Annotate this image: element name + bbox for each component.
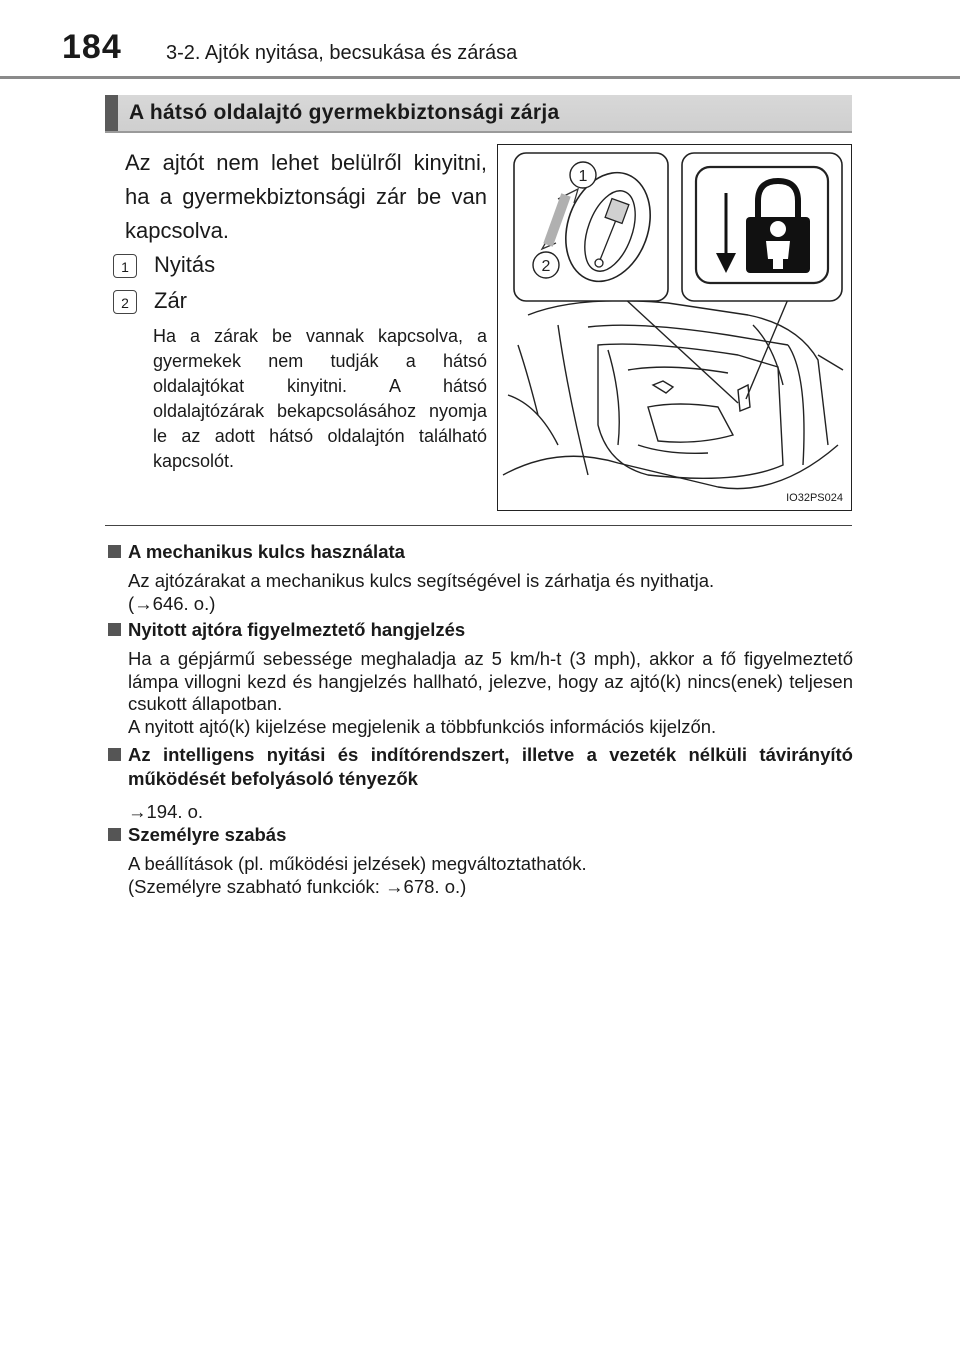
running-head: 3-2. Ajtók nyitása, becsukása és zárása [166,42,518,64]
note-line: (Személyre szabható funkciók: →678. o.) [128,875,467,897]
note-heading [108,618,853,642]
note-body [108,648,853,738]
lock-note: Ha a zárak be vannak kapcsolva, a gyermekek nem tudják a hátsó oldalajtókat kinyitni. A hátsó oldalajtózárak bekapcsolásához nyomja le az adott hátsó oldalajtón található kapcsolót. [153,326,487,471]
note-line: →194. o. [128,801,204,822]
figure-code: IO32PS024 [786,492,843,504]
bullet-square-icon [108,748,121,761]
note-title: Az intelligens nyitási és indítórendszert, illetve a vezeték nélküli távirányító működését befolyásoló tényezők [128,744,853,789]
bullet-square-icon [108,623,121,636]
note-title: Nyitott ajtóra figyelmeztető hangjelzés [128,619,466,640]
note-block-smart-entry [108,743,853,824]
note-line: Ha a gépjármű sebessége meghaladja az 5 km/h-t (3 mph), akkor a fő figyelmeztető lámpa villogni kezd és hangjelzés hallható, jelezve, hogy az ajtó(k) nincs(enek) teljesen csukott állapotban. [128,648,853,714]
note-heading [108,540,853,564]
item-label: Zár [154,288,187,313]
note-heading [108,823,853,847]
note-body [108,801,853,824]
illustration-drawing [498,145,852,511]
bullet-square-icon [108,545,121,558]
intro-text: Az ajtót nem lehet belülről kinyitni, ha a gyermekbiztonsági zár be van kapcsolva. [125,150,487,243]
note-body [108,570,853,615]
page-number: 184 [62,28,122,66]
item-label: Nyitás [154,252,216,277]
section-title-bar [105,95,852,133]
note-line: Az ajtózárakat a mechanikus kulcs segítségével is zárhatja és nyithatja. [128,570,715,591]
bullet-square-icon [108,828,121,841]
door-lock-illustration [497,144,852,511]
note-line: A nyitott ajtó(k) kijelzése megjelenik a többfunkciós információs kijelzőn. [128,715,717,737]
callout-2: 2 [541,258,551,275]
section-title: A hátsó oldalajtó gyermekbiztonsági zárja [129,101,560,124]
callout-1: 1 [578,168,588,185]
note-title: Személyre szabás [128,824,287,845]
note-block-customization [108,823,853,898]
note-title: A mechanikus kulcs használata [128,541,405,562]
note-block-mechanical-key [108,540,853,615]
number-badge: 2 [113,290,137,314]
section-marker [105,95,118,131]
number-badge: 1 [113,254,137,278]
note-body [108,853,853,898]
note-block-open-door-warning [108,618,853,738]
note-line: A beállítások (pl. működési jelzések) megváltoztathatók. [128,853,587,874]
header-rule [0,76,960,79]
note-line: (→646. o.) [128,592,216,614]
note-heading [108,743,853,791]
section-divider [105,525,852,526]
